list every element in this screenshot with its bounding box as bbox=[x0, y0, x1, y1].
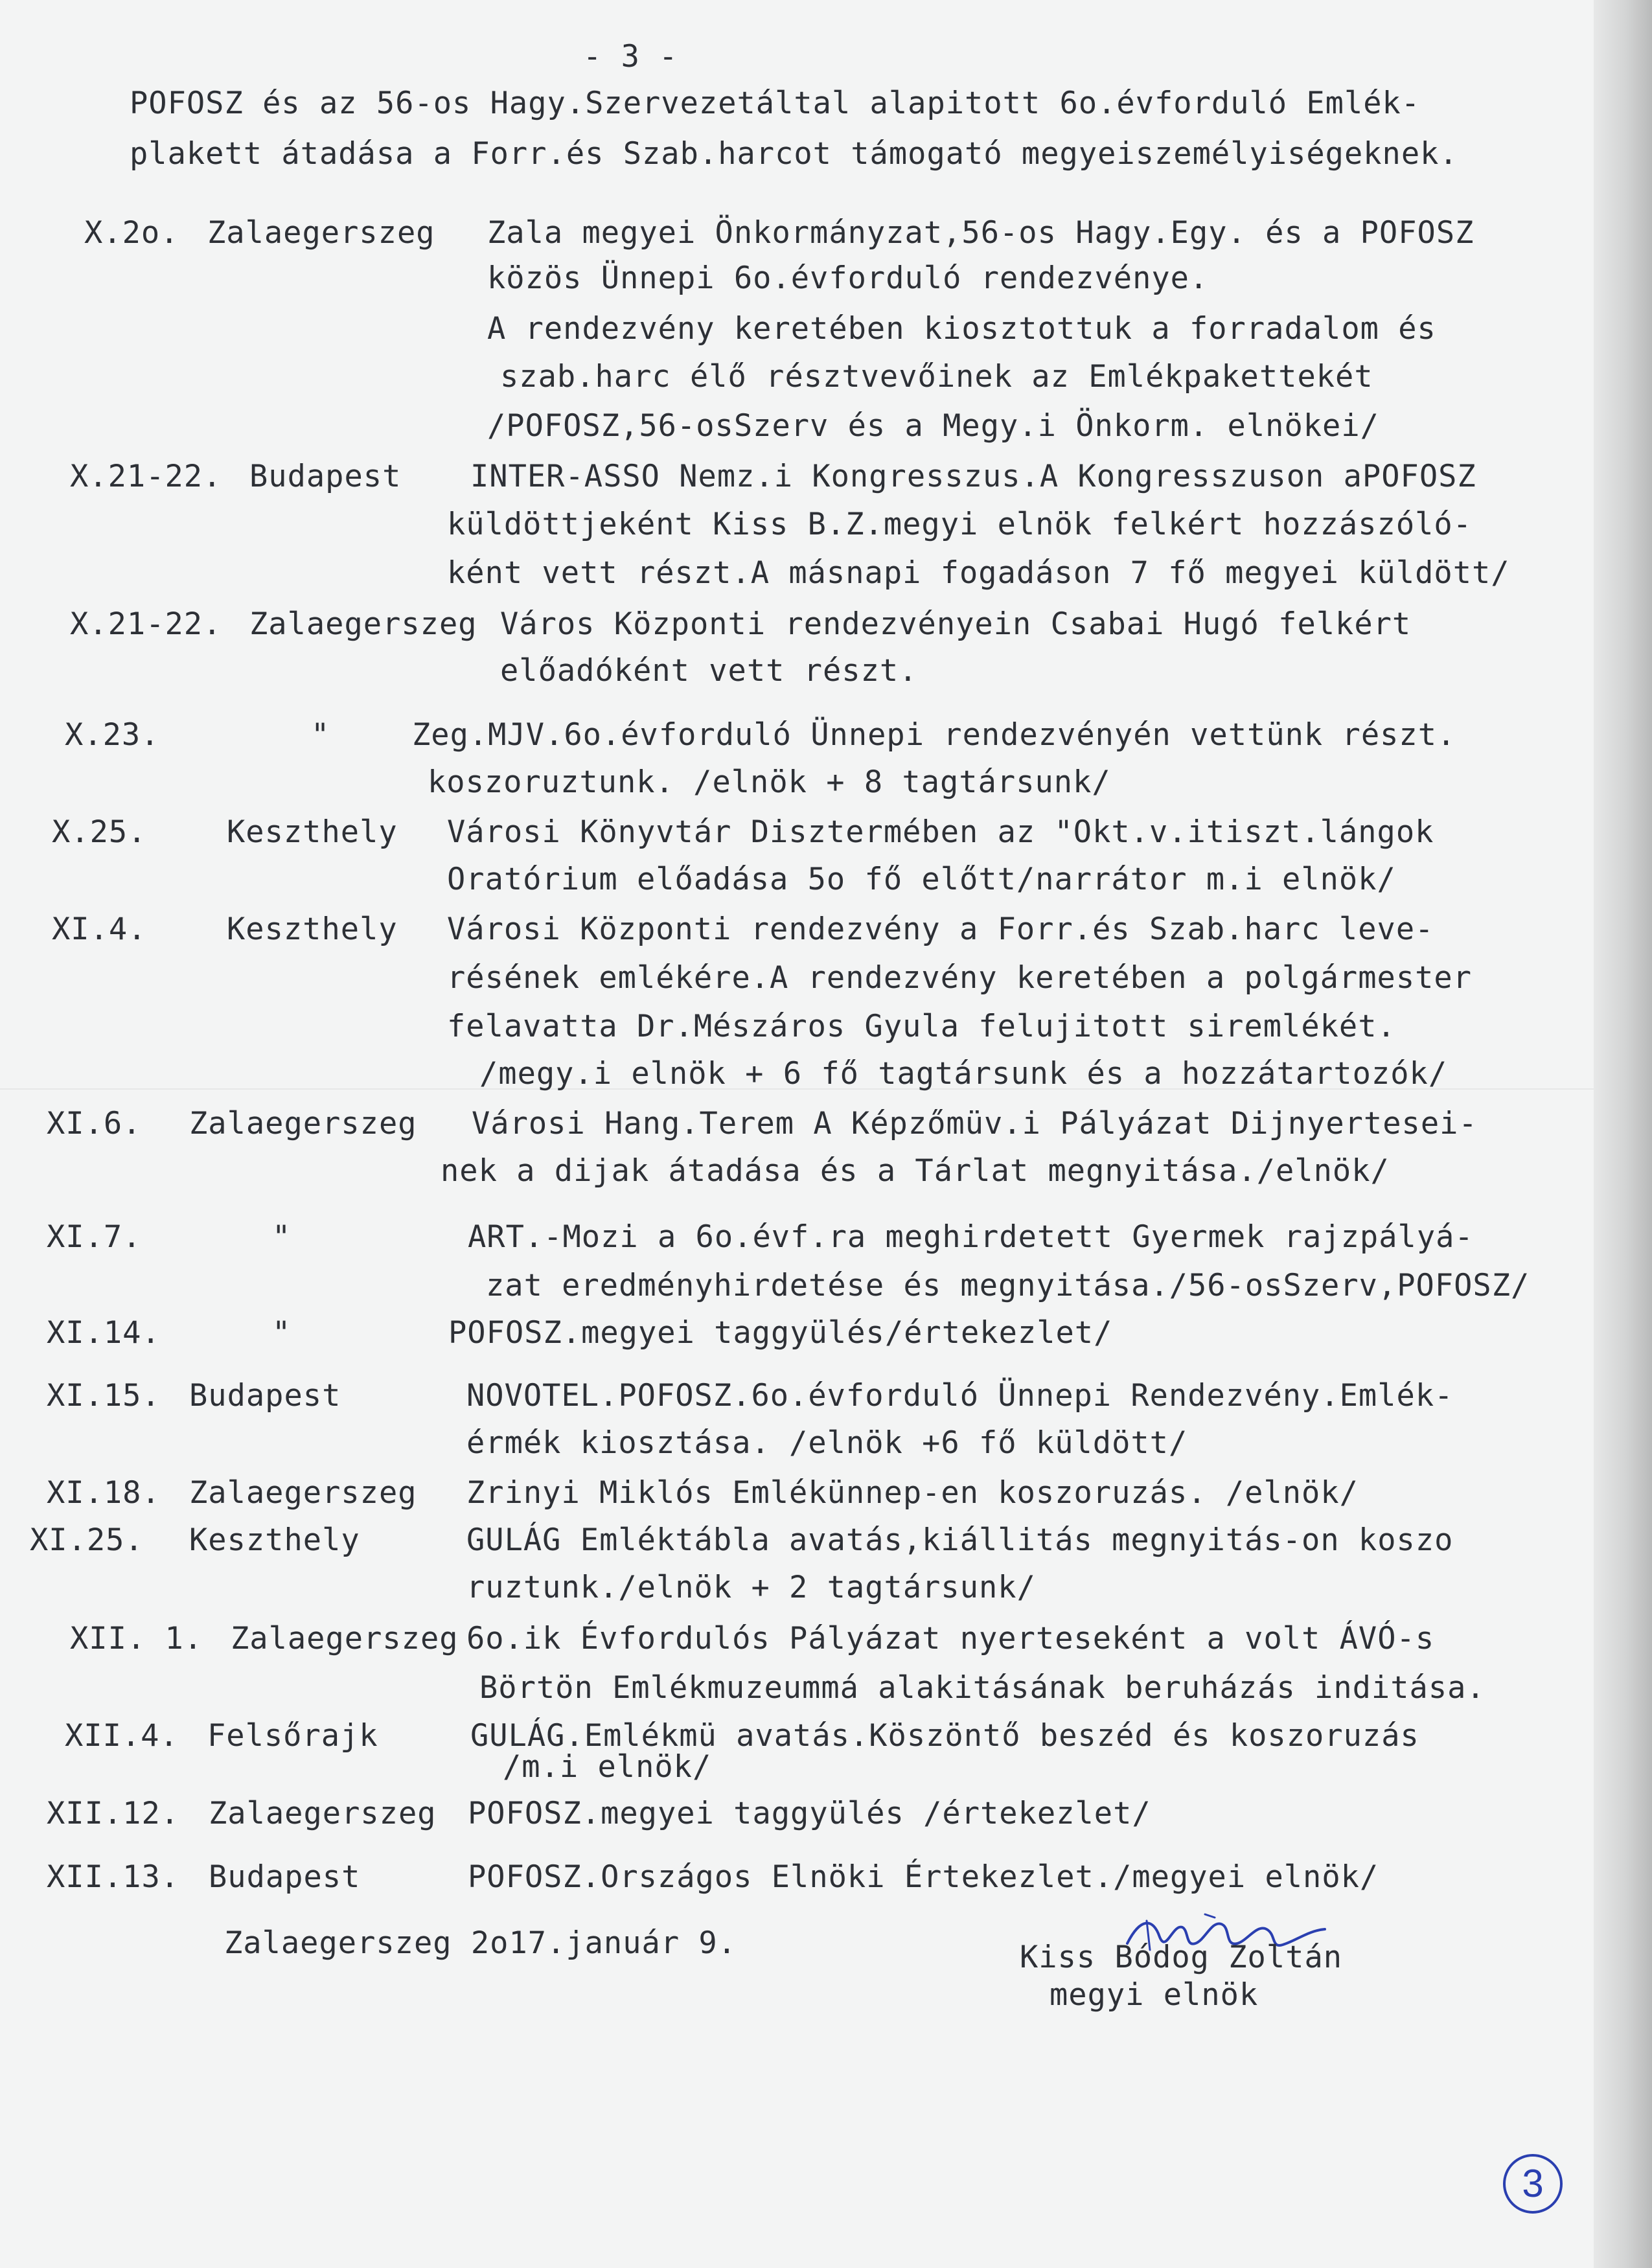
entry-text: koszoruztunk. /elnök + 8 tagtársunk/ bbox=[428, 764, 1111, 800]
entry-text: küldöttjeként Kiss B.Z.megyi elnök felkért hozzászóló- bbox=[447, 507, 1473, 542]
entry-text: GULÁG.Emlékmü avatás.Köszöntő beszéd és koszoruzás bbox=[470, 1718, 1419, 1754]
entry-date: XII. 1. bbox=[70, 1621, 203, 1656]
entry-text: /m.i elnök/ bbox=[503, 1749, 712, 1785]
entry-text: A rendezvény keretében kiosztottuk a forradalom és bbox=[487, 311, 1436, 347]
entry-date: XI.6. bbox=[47, 1106, 142, 1141]
entry-text: POFOSZ.megyei taggyülés /értekezlet/ bbox=[468, 1796, 1151, 1831]
entry-text: Város Központi rendezvényein Csabai Hugó felkért bbox=[500, 606, 1412, 642]
entry-text: nek a dijak átadása és a Tárlat megnyitása./elnök/ bbox=[441, 1153, 1390, 1189]
entry-place: Zalaegerszeg bbox=[249, 606, 477, 642]
entry-text: /megy.i elnök + 6 fő tagtársunk és a hozzátartozók/ bbox=[479, 1056, 1448, 1092]
entry-date: XI.4. bbox=[52, 911, 147, 947]
entry-text: közös Ünnepi 6o.évforduló rendezvénye. bbox=[487, 260, 1209, 296]
entry-text: ART.-Mozi a 6o.évf.ra meghirdetett Gyermek rajzpályá- bbox=[468, 1219, 1474, 1255]
entry-text: Oratórium előadása 5o fő előtt/narrátor m.i elnök/ bbox=[447, 862, 1396, 897]
entry-text: Zeg.MJV.6o.évforduló Ünnepi rendezvényén vettünk részt. bbox=[412, 717, 1456, 753]
entry-text: POFOSZ.megyei taggyülés/értekezlet/ bbox=[448, 1315, 1113, 1351]
entry-text: GULÁG Emléktábla avatás,kiállitás megnyitás-on koszo bbox=[466, 1522, 1454, 1558]
entry-text: szab.harc élő résztvevőinek az Emlékpakettekét bbox=[500, 359, 1373, 395]
intro-line-1: POFOSZ és az 56-os Hagy.Szervezetáltal alapitott 6o.évforduló Emlék- bbox=[130, 86, 1421, 121]
entry-date: XI.15. bbox=[47, 1378, 161, 1414]
entry-place: Felsőrajk bbox=[207, 1718, 378, 1754]
entry-text: Városi Könyvtár Disztermében az "Okt.v.itiszt.lángok bbox=[447, 814, 1434, 850]
entry-text: érmék kiosztása. /elnök +6 fő küldött/ bbox=[466, 1425, 1188, 1461]
entry-place: " bbox=[272, 1219, 292, 1255]
entry-text: POFOSZ.Országos Elnöki Értekezlet./megyei elnök/ bbox=[468, 1859, 1379, 1895]
entry-place: " bbox=[272, 1315, 292, 1351]
entry-text: Zrinyi Miklós Emlékünnep-en koszoruzás. /elnök/ bbox=[466, 1475, 1359, 1511]
signer-name: Kiss Bódog Zoltán bbox=[1020, 1940, 1343, 1975]
entry-date: XII.13. bbox=[47, 1859, 180, 1895]
entry-text: előadóként vett részt. bbox=[500, 653, 918, 689]
entry-date: X.21-22. bbox=[70, 459, 222, 494]
entry-text: Városi Hang.Terem A Képzőmüv.i Pályázat Dijnyertesei- bbox=[472, 1106, 1478, 1141]
entry-text: Városi Központi rendezvény a Forr.és Szab.harc leve- bbox=[447, 911, 1434, 947]
entry-text: résének emlékére.A rendezvény keretében a polgármester bbox=[447, 960, 1473, 996]
entry-text: ruztunk./elnök + 2 tagtársunk/ bbox=[466, 1570, 1036, 1605]
entry-place: Zalaegerszeg bbox=[189, 1475, 417, 1511]
entry-place: Budapest bbox=[209, 1859, 361, 1895]
entry-place: Keszthely bbox=[227, 911, 398, 947]
entry-place: Keszthely bbox=[227, 814, 398, 850]
entry-text: felavatta Dr.Mészáros Gyula felujitott siremlékét. bbox=[447, 1009, 1396, 1044]
entry-date: XII.12. bbox=[47, 1796, 180, 1831]
entry-text: NOVOTEL.POFOSZ.6o.évforduló Ünnepi Rendezvény.Emlék- bbox=[466, 1378, 1454, 1414]
entry-date: X.21-22. bbox=[70, 606, 222, 642]
scan-edge-shadow bbox=[1594, 0, 1652, 2268]
entry-text: /POFOSZ,56-osSzerv és a Megy.i Önkorm. elnökei/ bbox=[487, 408, 1379, 444]
entry-place: Zalaegerszeg bbox=[209, 1796, 437, 1831]
entry-text: 6o.ik Évfordulós Pályázat nyerteseként a volt ÁVÓ-s bbox=[466, 1621, 1435, 1656]
entry-place: Zalaegerszeg bbox=[189, 1106, 417, 1141]
entry-date: XI.14. bbox=[47, 1315, 161, 1351]
entry-text: INTER-ASSO Nemz.i Kongresszus.A Kongresszuson aPOFOSZ bbox=[470, 459, 1476, 494]
entry-place: Zalaegerszeg bbox=[207, 215, 435, 251]
entry-date: X.25. bbox=[52, 814, 147, 850]
entry-text: Börtön Emlékmuzeummá alakitásának beruházás inditása. bbox=[479, 1670, 1486, 1706]
entry-text: Zala megyei Önkormányzat,56-os Hagy.Egy. és a POFOSZ bbox=[487, 215, 1474, 251]
entry-place: Budapest bbox=[249, 459, 402, 494]
entry-date: X.2o. bbox=[84, 215, 179, 251]
entry-date: XI.25. bbox=[30, 1522, 144, 1558]
page-number: - 3 - bbox=[583, 39, 678, 74]
entry-date: XI.18. bbox=[47, 1475, 161, 1511]
entry-date: X.23. bbox=[65, 717, 160, 753]
place-date: Zalaegerszeg 2o17.január 9. bbox=[224, 1925, 737, 1961]
entry-place: " bbox=[311, 717, 330, 753]
entry-place: Budapest bbox=[189, 1378, 341, 1414]
signer-title: megyi elnök bbox=[1050, 1977, 1259, 2013]
entry-place: Keszthely bbox=[189, 1522, 360, 1558]
entry-date: XII.4. bbox=[65, 1718, 179, 1754]
entry-place: Zalaegerszeg bbox=[231, 1621, 459, 1656]
entry-date: XI.7. bbox=[47, 1219, 142, 1255]
page-mark-circled: 3 bbox=[1503, 2154, 1563, 2214]
entry-text: zat eredményhirdetése és megnyitása./56-osSzerv,POFOSZ/ bbox=[486, 1268, 1530, 1303]
entry-text: ként vett részt.A másnapi fogadáson 7 fő megyei küldött/ bbox=[447, 555, 1510, 591]
intro-line-2: plakett átadása a Forr.és Szab.harcot támogató megyeiszemélyiségeknek. bbox=[130, 136, 1458, 172]
